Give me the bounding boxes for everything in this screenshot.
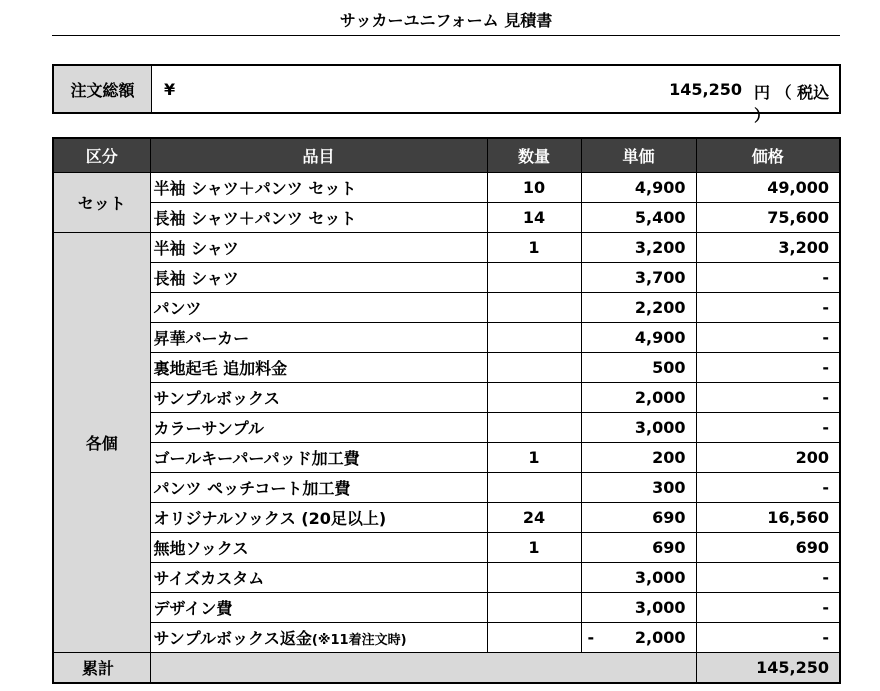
price-cell: - — [696, 413, 840, 443]
unit-price-cell: 3,000 — [581, 413, 696, 443]
total-row — [53, 653, 840, 684]
price-cell: 3,200 — [696, 233, 840, 263]
order-total-box — [52, 64, 841, 125]
price-cell: - — [696, 263, 840, 293]
category-cell-set: セット — [53, 173, 150, 233]
table-row — [53, 473, 840, 503]
quantity-cell: 14 — [487, 203, 581, 233]
price-cell: 49,000 — [696, 173, 840, 203]
total-spacer — [150, 653, 696, 684]
table-row — [53, 173, 840, 203]
unit-price-cell: 3,700 — [581, 263, 696, 293]
currency-symbol: ¥ — [164, 80, 176, 99]
total-amount: 145,250 — [696, 653, 840, 684]
item-name: サンプルボックス返金 — [153, 629, 312, 648]
header-category: 区分 — [53, 138, 150, 173]
table-row — [53, 563, 840, 593]
quantity-cell: 10 — [487, 173, 581, 203]
quantity-cell — [487, 623, 581, 653]
price-cell: - — [696, 383, 840, 413]
header-item: 品目 — [150, 138, 487, 173]
item-cell — [150, 623, 487, 653]
quantity-cell — [487, 563, 581, 593]
header-unit-price: 単価 — [581, 138, 696, 173]
unit-price-cell: 690 — [581, 503, 696, 533]
table-row — [53, 623, 840, 653]
quantity-cell — [487, 413, 581, 443]
quantity-cell — [487, 593, 581, 623]
item-cell: 無地ソックス — [150, 533, 487, 563]
table-row — [53, 293, 840, 323]
unit-price-cell — [581, 623, 696, 653]
item-cell: 昇華パーカー — [150, 323, 487, 353]
price-cell: - — [696, 353, 840, 383]
negative-sign: - — [587, 628, 595, 647]
quantity-cell — [487, 293, 581, 323]
table-row — [53, 593, 840, 623]
item-cell: カラーサンプル — [150, 413, 487, 443]
table-row — [53, 533, 840, 563]
unit-price-cell: 3,000 — [581, 593, 696, 623]
price-cell: - — [696, 593, 840, 623]
unit-price-cell: 2,200 — [581, 293, 696, 323]
price-cell: 75,600 — [696, 203, 840, 233]
item-cell: パンツ ペッチコート加工費 — [150, 473, 487, 503]
unit-price-value: 2,000 — [634, 628, 686, 647]
quantity-cell — [487, 263, 581, 293]
item-cell: サイズカスタム — [150, 563, 487, 593]
table-header-row — [53, 138, 840, 173]
item-cell: 長袖 シャツ＋パンツ セット — [150, 203, 487, 233]
quantity-cell — [487, 383, 581, 413]
price-cell: - — [696, 563, 840, 593]
table-row — [53, 263, 840, 293]
item-cell: パンツ — [150, 293, 487, 323]
price-cell: - — [696, 323, 840, 353]
unit-price-cell: 200 — [581, 443, 696, 473]
item-cell: ゴールキーパーパッド加工費 — [150, 443, 487, 473]
total-label: 累計 — [53, 653, 150, 684]
quantity-cell: 24 — [487, 503, 581, 533]
title-underline — [52, 35, 840, 36]
price-cell: 16,560 — [696, 503, 840, 533]
item-cell: サンプルボックス — [150, 383, 487, 413]
estimate-table — [52, 137, 841, 684]
unit-price-cell: 3,000 — [581, 563, 696, 593]
header-price: 価格 — [696, 138, 840, 173]
unit-price-cell: 300 — [581, 473, 696, 503]
quantity-cell: 1 — [487, 233, 581, 263]
table-row — [53, 503, 840, 533]
table-row — [53, 443, 840, 473]
table-row — [53, 413, 840, 443]
order-total-unit: 円 （ 税込 ） — [754, 83, 830, 125]
order-total-amount: 145,250 — [669, 80, 742, 99]
unit-price-cell: 5,400 — [581, 203, 696, 233]
quantity-cell — [487, 473, 581, 503]
unit-price-cell: 4,900 — [581, 323, 696, 353]
item-cell: 長袖 シャツ — [150, 263, 487, 293]
item-cell: 半袖 シャツ — [150, 233, 487, 263]
quantity-cell: 1 — [487, 443, 581, 473]
item-cell: 半袖 シャツ＋パンツ セット — [150, 173, 487, 203]
quantity-cell — [487, 353, 581, 383]
document-title: サッカーユニフォーム 見積書 — [339, 11, 553, 30]
item-cell: オリジナルソックス (20足以上) — [150, 503, 487, 533]
unit-price-cell: 690 — [581, 533, 696, 563]
category-cell-individual: 各個 — [53, 233, 150, 653]
unit-price-cell: 500 — [581, 353, 696, 383]
unit-price-cell: 4,900 — [581, 173, 696, 203]
unit-price-cell: 3,200 — [581, 233, 696, 263]
price-cell: 200 — [696, 443, 840, 473]
price-cell: - — [696, 293, 840, 323]
price-cell: - — [696, 623, 840, 653]
price-cell: - — [696, 473, 840, 503]
table-row — [53, 383, 840, 413]
table-row — [53, 233, 840, 263]
price-cell: 690 — [696, 533, 840, 563]
unit-price-cell: 2,000 — [581, 383, 696, 413]
item-note: (※11着注文時) — [311, 633, 407, 648]
item-cell: デザイン費 — [150, 593, 487, 623]
table-row — [53, 203, 840, 233]
quantity-cell: 1 — [487, 533, 581, 563]
table-row — [53, 353, 840, 383]
table-row — [53, 323, 840, 353]
order-total-label: 注文総額 — [54, 66, 152, 112]
quantity-cell — [487, 323, 581, 353]
item-cell: 裏地起毛 追加料金 — [150, 353, 487, 383]
header-quantity: 数量 — [487, 138, 581, 173]
